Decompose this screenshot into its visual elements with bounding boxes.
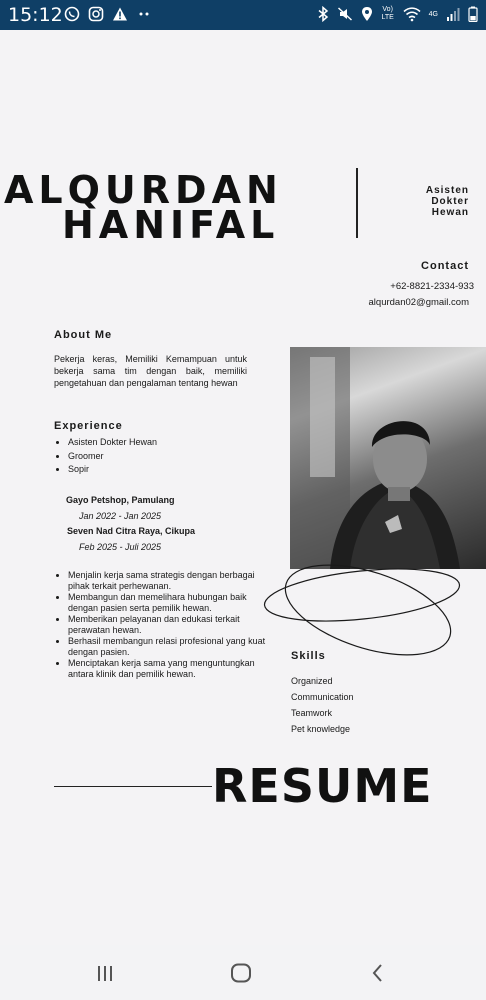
mute-icon bbox=[337, 6, 353, 22]
about-text: Pekerja keras, Memiliki Kemampuan untuk bekerja sama tim dengan baik, memiliki pengetahuan dan pengalaman tentang hewan bbox=[54, 354, 247, 388]
whatsapp-icon bbox=[64, 6, 80, 22]
job-date: Jan 2022 - Jan 2025 bbox=[79, 511, 162, 521]
skills-list bbox=[291, 673, 354, 737]
list-item: • Membangun dan memelihara hubungan baik dengan pasien serta pemilik hewan. bbox=[68, 592, 268, 614]
profile-photo bbox=[290, 347, 486, 569]
list-item: • Menciptakan kerja sama yang menguntungkan antara klinik dan pemilik hewan. bbox=[68, 658, 268, 680]
wifi-icon bbox=[403, 6, 421, 22]
list-item: • Sopir bbox=[68, 463, 157, 477]
status-bar bbox=[0, 0, 486, 30]
about-title: About Me bbox=[54, 329, 113, 341]
list-item: • Asisten Dokter Hewan bbox=[68, 436, 157, 450]
bluetooth-icon bbox=[317, 6, 329, 22]
list-item: • Berhasil membangun relasi profesional yang kuat dengan pasien. bbox=[68, 636, 268, 658]
footer-line bbox=[54, 786, 212, 787]
list-item: • Memberikan pelayanan dan edukasi terkait perawatan hewan. bbox=[68, 614, 268, 636]
job-role: Asisten Dokter Hewan bbox=[425, 185, 469, 218]
skills-title: Skills bbox=[291, 650, 326, 662]
status-time: 15:12 bbox=[8, 4, 63, 26]
experience-title: Experience bbox=[54, 420, 123, 432]
recent-apps-icon[interactable] bbox=[95, 963, 115, 983]
experience-list bbox=[54, 436, 157, 477]
signal-icon bbox=[446, 6, 460, 22]
name-first: ALQURDAN bbox=[4, 168, 283, 212]
person-silhouette bbox=[290, 347, 486, 569]
home-icon[interactable] bbox=[230, 963, 252, 983]
warning-icon bbox=[112, 6, 128, 22]
list-item: • Groomer bbox=[68, 450, 157, 464]
contact-title: Contact bbox=[421, 260, 469, 272]
volte-icon: Vo) LTE bbox=[381, 6, 394, 21]
location-icon bbox=[361, 6, 373, 22]
job-date: Feb 2025 - Juli 2025 bbox=[79, 542, 162, 552]
list-item: Organized bbox=[291, 676, 333, 686]
contact-email: alqurdan02@gmail.com bbox=[368, 297, 469, 308]
instagram-icon bbox=[88, 6, 104, 22]
list-item: • Menjalin kerja sama strategis dengan berbagai pihak terkait perhewanan. bbox=[68, 570, 268, 592]
list-item: Pet knowledge bbox=[291, 724, 351, 734]
navigation-bar bbox=[0, 945, 486, 1000]
name-last: HANIFAL bbox=[62, 203, 280, 247]
list-item: Teamwork bbox=[291, 708, 333, 718]
resume-heading: RESUME bbox=[212, 759, 433, 813]
list-item: Communication bbox=[291, 692, 354, 702]
more-dots-icon bbox=[136, 6, 152, 22]
back-icon[interactable] bbox=[370, 963, 386, 983]
job-company: Seven Nad Citra Raya, Cikupa bbox=[67, 526, 196, 536]
job-company: Gayo Petshop, Pamulang bbox=[66, 495, 175, 505]
contact-phone: +62-8821-2334-933 bbox=[390, 281, 474, 292]
resume-document[interactable] bbox=[0, 30, 486, 945]
achievement-list bbox=[54, 570, 268, 680]
signal-4g-icon: 4G bbox=[428, 10, 438, 18]
header-divider bbox=[356, 168, 358, 238]
battery-icon bbox=[468, 6, 478, 22]
